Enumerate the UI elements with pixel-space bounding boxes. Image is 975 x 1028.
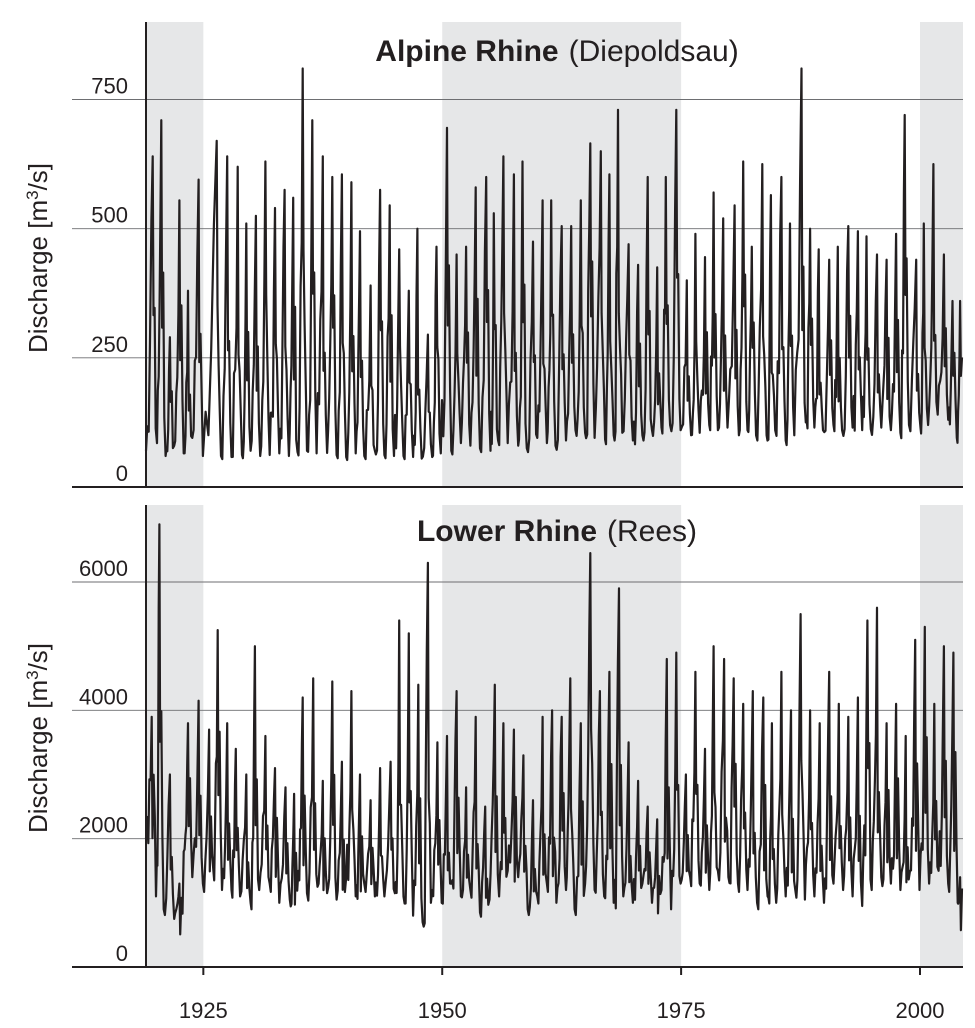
x-tick-label: 2000 (895, 998, 945, 1023)
y-axis-label: Discharge $[m^3/s]$ (23, 642, 53, 834)
y-tick-label: 250 (91, 331, 128, 357)
lower-rhine-panel (23, 505, 963, 1023)
x-tick-label: 1925 (178, 998, 228, 1023)
y-tick-label: 2000 (79, 812, 128, 838)
alpine-rhine-panel (23, 22, 963, 487)
y-tick-label: 6000 (79, 556, 128, 581)
y-tick-label: 750 (91, 73, 128, 99)
y-tick-label: 500 (91, 202, 128, 228)
chart-title: Alpine Rhine (Diepoldsau) (375, 35, 739, 68)
y-tick-labels (79, 556, 128, 966)
y-tick-label: 4000 (79, 684, 128, 710)
x-tick-label: 1950 (417, 998, 467, 1023)
x-tick-label: 1975 (656, 998, 706, 1023)
y-tick-label: 0 (115, 941, 128, 966)
x-tick-labels (179, 967, 945, 1023)
chart-title: Lower Rhine (Rees) (416, 515, 698, 548)
shaded-period-0 (146, 505, 203, 967)
y-tick-labels (91, 74, 128, 487)
y-axis-label: Discharge $[m^3/s]$ (23, 162, 53, 354)
shaded-periods (146, 505, 963, 967)
y-tick-label: 0 (115, 461, 128, 486)
